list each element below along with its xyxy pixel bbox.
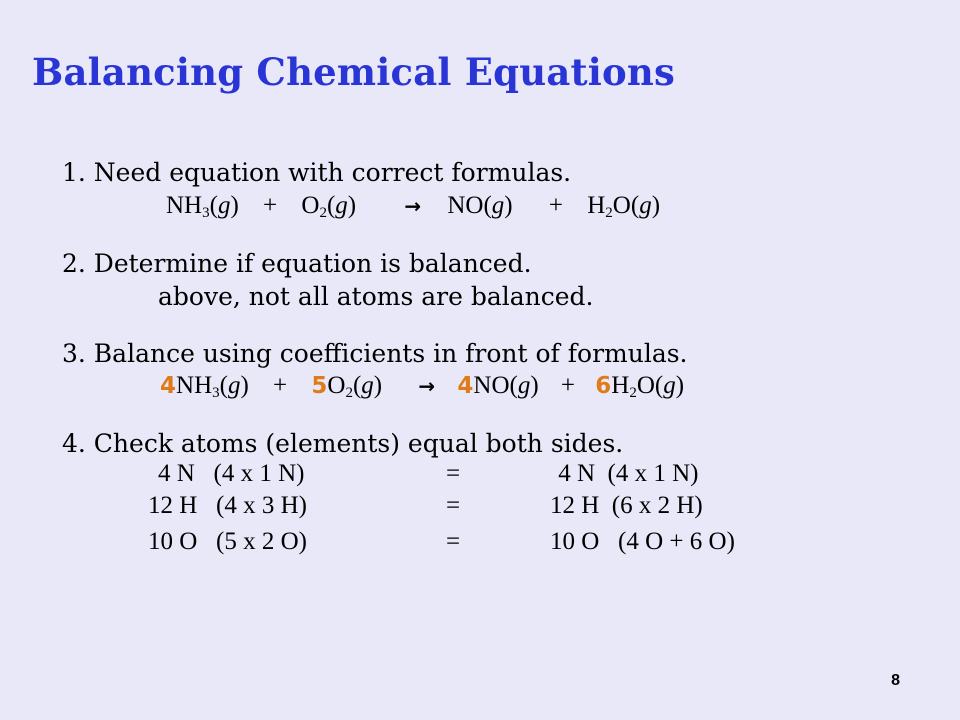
check-right-oxygen: 10 O (4 O + 6 O) <box>550 528 735 555</box>
plus-sign: + <box>273 372 288 399</box>
check-right-hydrogen: 12 H (6 x 2 H) <box>550 492 703 519</box>
coefficient: 5 <box>311 373 328 399</box>
plus-sign: + <box>548 192 563 219</box>
slide-title: Balancing Chemical Equations <box>32 50 676 94</box>
equation-balanced <box>160 372 684 400</box>
coefficient: 4 <box>457 373 474 399</box>
check-equals: = <box>446 492 461 519</box>
step-3-text: 3. Balance using coefficients in front of formulas. <box>62 339 688 368</box>
reactant-ammonia: $4NH_3(g)$ <box>160 372 249 401</box>
check-left-nitrogen: 4 N (4 x 1 N) <box>158 460 305 487</box>
reactant-oxygen: $5O_2(g)$ <box>311 372 383 401</box>
check-left-hydrogen: 12 H (4 x 3 H) <box>148 492 308 519</box>
coefficient: 6 <box>595 373 612 399</box>
product-water: $H_2O(g)$ <box>587 192 661 221</box>
product-nitric-oxide: NO(g) <box>447 192 513 219</box>
reaction-arrow-icon: → <box>404 194 422 218</box>
reactant-oxygen: $O_2(g)$ <box>301 192 357 221</box>
step-2-subtext: above, not all atoms are balanced. <box>158 282 594 311</box>
reaction-arrow-icon: → <box>418 374 436 398</box>
plus-sign: + <box>560 372 576 399</box>
product-nitric-oxide: 4NO(g) <box>457 372 539 399</box>
product-water: $6H_2O(g)$ <box>595 372 685 401</box>
check-equals: = <box>446 528 461 555</box>
step-4-text: 4. Check atoms (elements) equal both sides. <box>62 429 624 458</box>
check-left-oxygen: 10 O (5 x 2 O) <box>148 528 308 555</box>
step-2-text: 2. Determine if equation is balanced. <box>62 249 532 278</box>
check-equals: = <box>446 460 461 487</box>
reactant-ammonia: $NH_3(g)$ <box>166 192 239 221</box>
page-number: 8 <box>891 672 900 689</box>
equation-unbalanced <box>166 192 660 220</box>
coefficient: 4 <box>160 373 177 399</box>
check-right-nitrogen: 4 N (4 x 1 N) <box>552 460 699 487</box>
step-1-text: 1. Need equation with correct formulas. <box>62 158 572 187</box>
plus-sign: + <box>263 192 278 219</box>
